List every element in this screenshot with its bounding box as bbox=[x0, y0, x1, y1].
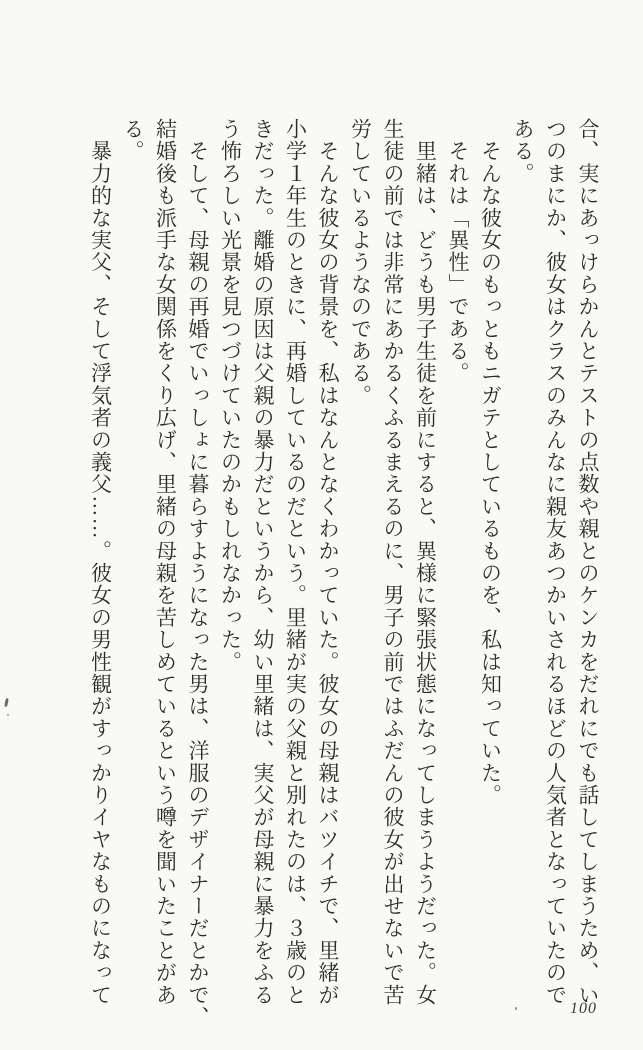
text-line: そんな彼女の背景を、私はなんとなくわかっていた。彼女の母親はバツイチで、里緒が bbox=[316, 118, 340, 1006]
text-line: 合、実にあっけらかんとテストの点数や親とのケンカをだれにでも話してしまうため、い bbox=[576, 118, 600, 1006]
text-line: そして、母親の再婚でいっしょに暮らすようになった男は、洋服のデザイナーだとかで、 bbox=[186, 118, 210, 1029]
text-line: それは「異性」である。 bbox=[446, 118, 470, 385]
text-line: 労しているようなのである。 bbox=[348, 118, 373, 407]
text-line: ある。 bbox=[511, 118, 535, 185]
text-line: 里緒は、どうも男子生徒を前にすると、異様に緊張状態になってしまうようだった。女 bbox=[413, 118, 438, 1006]
text-line: つのまにか、彼女はクラスのみんなに親友あつかいされるほどの人気者となっていたので bbox=[543, 118, 568, 1006]
scan-artifact bbox=[7, 714, 9, 716]
text-line: 暴力的な実父、そして浮気者の義父……。彼女の男性観がすっかりイヤなものになって bbox=[88, 118, 113, 1006]
scan-artifact bbox=[4, 698, 9, 707]
text-line: 小学１年生のときに、再婚しているのだという。里緒が実の父親と別れたのは、３歳のと bbox=[283, 118, 308, 1006]
text-line: そんな彼女のもっともニガテとしているものを、私は知っていた。 bbox=[478, 118, 503, 807]
text-line: 結婚後も派手な女関係をくり広げ、里緒の母親を苦しめているという噂を聞いたことがあ bbox=[153, 118, 178, 1006]
text-line: う怖ろしい光景を見つづけていたのかもしれなかった。 bbox=[218, 118, 243, 673]
text-line: 生徒の前では非常にあかるくふるまえるのに、男子の前ではふだんの彼女が出せないで苦 bbox=[381, 118, 405, 1006]
page-text bbox=[84, 118, 604, 1029]
text-line: る。 bbox=[121, 118, 145, 163]
text-line: きだった。離婚の原因は父親の暴力だというから、幼い里緒は、実父が母親に暴力をふる bbox=[251, 118, 275, 1006]
scan-artifact bbox=[515, 1007, 517, 1010]
page-number: 100 bbox=[570, 1000, 597, 1017]
